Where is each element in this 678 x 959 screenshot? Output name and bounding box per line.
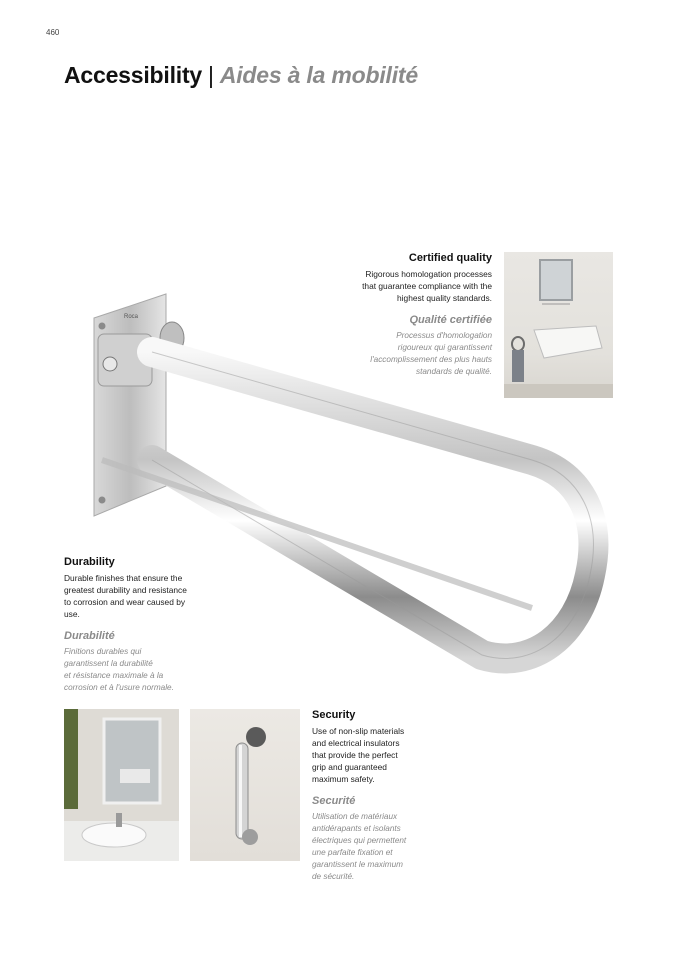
durability-fr-line: Finitions durables qui <box>64 647 142 656</box>
security-heading: Security <box>312 709 356 721</box>
certified-body <box>318 268 492 304</box>
certified-fr-line: standards de qualité. <box>415 367 492 376</box>
certified-heading: Certified quality <box>408 252 492 264</box>
certified-line: that guarantee compliance with the <box>362 281 492 291</box>
page-title <box>64 62 418 89</box>
security-line: maximum safety. <box>312 774 375 784</box>
security-block <box>312 709 424 883</box>
certified-quality-block <box>318 252 492 378</box>
durability-fr-line: garantissent la durabilité <box>64 659 153 668</box>
durability-line: Durable finishes that ensure the <box>64 573 183 583</box>
security-line: that provide the perfect <box>312 750 398 760</box>
page-number: 460 <box>46 28 60 37</box>
security-fr-line: Utilisation de matériaux <box>312 812 398 821</box>
certified-fr-line: Processus d'homologation <box>396 331 492 340</box>
straight-grab-bar-photo <box>190 709 300 861</box>
durability-heading-fr: Durabilité <box>64 630 115 642</box>
security-line: grip and guaranteed <box>312 762 387 772</box>
certified-fr-line: l'accomplissement des plus hauts <box>370 355 492 364</box>
durability-line: to corrosion and wear caused by <box>64 597 186 607</box>
security-line: Use of non-slip materials <box>312 726 405 736</box>
certified-line: highest quality standards. <box>397 293 492 303</box>
brand-mark: Roca <box>124 314 139 320</box>
certified-heading-fr: Qualité certifiée <box>409 314 492 326</box>
security-fr-line: garantissent le maximum <box>312 860 404 869</box>
durability-body <box>64 572 202 620</box>
durability-fr-line: et résistance maximale à la <box>64 671 164 680</box>
security-fr-line: électriques qui permettent <box>312 836 407 845</box>
title-english: Accessibility <box>64 62 203 88</box>
certified-line: Rigorous homologation processes <box>365 269 492 279</box>
durability-block <box>64 556 202 694</box>
title-separator: | <box>208 62 214 88</box>
security-body-fr <box>312 811 424 883</box>
durability-body-fr <box>64 646 202 694</box>
security-fr-line: de sécurité. <box>312 872 355 881</box>
title-french: Aides à la mobilité <box>219 62 418 88</box>
security-line: and electrical insulators <box>312 738 400 748</box>
durability-heading: Durability <box>64 556 115 568</box>
durability-line: greatest durability and resistance <box>64 585 187 595</box>
certified-fr-line: rigoureux qui garantissent <box>397 343 492 352</box>
washbasin-photo <box>504 252 613 398</box>
durability-fr-line: corrosion et à l'usure normale. <box>64 683 174 692</box>
certified-body-fr <box>318 330 492 378</box>
security-body <box>312 725 424 785</box>
security-fr-line: une parfaite fixation et <box>312 848 393 857</box>
security-heading-fr: Securité <box>312 795 356 807</box>
security-fr-line: antidérapants et isolants <box>312 824 401 833</box>
durability-line: use. <box>64 609 80 619</box>
bathroom-photo <box>64 709 179 861</box>
